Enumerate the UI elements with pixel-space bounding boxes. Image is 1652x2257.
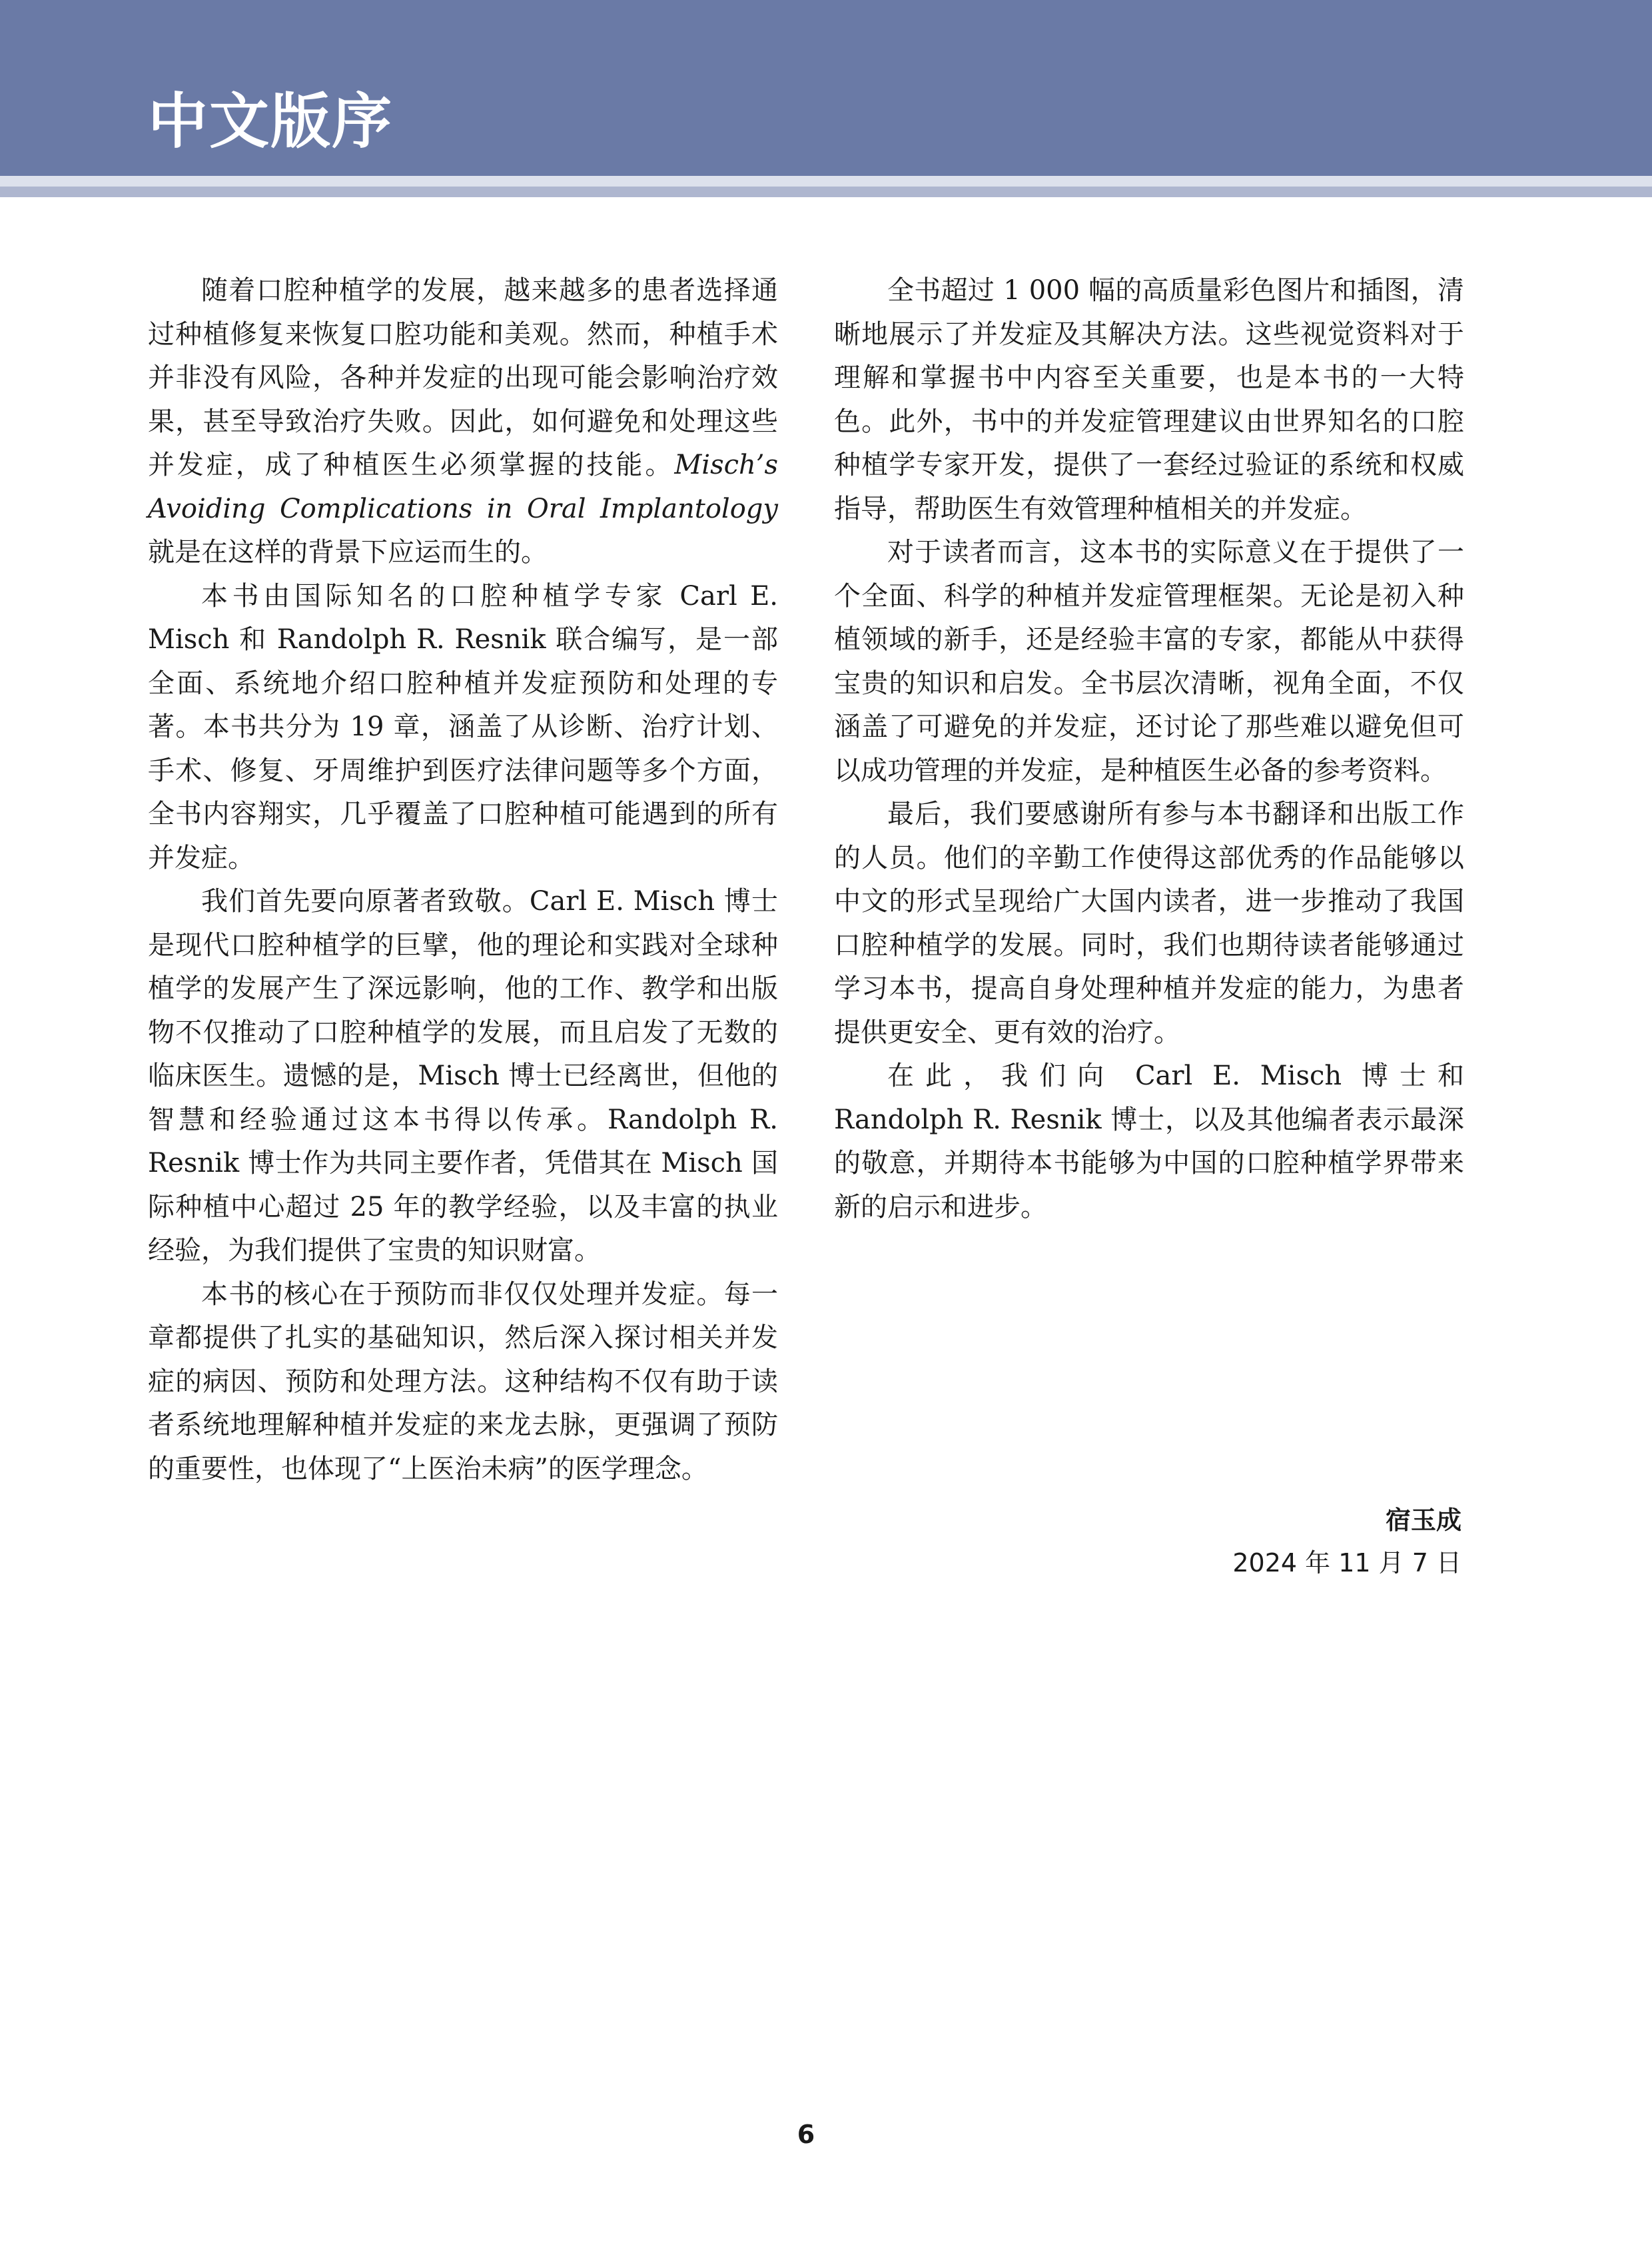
signature-block (1232, 1499, 1461, 1584)
paragraph (148, 269, 778, 575)
page-title: 中文版序 (148, 87, 393, 157)
book-title: Misch’s Avoiding Complications in Oral Implantology (148, 450, 778, 524)
paragraph: 本书由国际知名的口腔种植学专家 Carl E. Misch 和 Randolph R. Resnik 联合编写，是一部全面、系统地介绍口腔种植并发症预防和处理的专著。本书共分为 19 章，涵盖了从诊断、治疗计划、手术、修复、牙周维护到医疗法律问题等多个方面，全书内容翔实，几乎覆盖了口腔种植可能遇到的所有并发症。 (148, 580, 778, 873)
signature-date: 2024 年 11 月 7 日 (1232, 1548, 1461, 1578)
left-column (148, 269, 778, 1491)
paragraph-text: 就是在这样的背景下应运而生的。 (148, 537, 548, 568)
paragraph: 在此，我们向 Carl E. Misch 博士和 Randolph R. Resnik 博士，以及其他编者表示最深的敬意，并期待本书能够为中国的口腔种植学界带来新的启示和进步。 (834, 1061, 1464, 1222)
paragraph-text: 随着口腔种植学的发展，越来越多的患者选择通过种植修复来恢复口腔功能和美观。然而，种植手术并非没有风险，各种并发症的出现可能会影响治疗效果，甚至导致治疗失败。因此，如何避免和处理这些并发症，成了种植医生必须掌握的技能。 (148, 275, 778, 480)
author-name: 宿玉成 (1385, 1506, 1461, 1535)
paragraph: 我们首先要向原著者致敬。Carl E. Misch 博士是现代口腔种植学的巨擘，他的理论和实践对全球种植学的发展产生了深远影响，他的工作、教学和出版物不仅推动了口腔种植学的发展，而且启发了无数的临床医生。遗憾的是，Misch 博士已经离世，但他的智慧和经验通过这本书得以传承。Randolph R. Resnik 博士作为共同主要作者，凭借其在 Misch 国际种植中心超过 25 年的教学经验，以及丰富的执业经验，为我们提供了宝贵的知识财富。 (148, 886, 778, 1266)
paragraph: 最后，我们要感谢所有参与本书翻译和出版工作的人员。他们的辛勤工作使得这部优秀的作品能够以中文的形式呈现给广大国内读者，进一步推动了我国口腔种植学的发展。同时，我们也期待读者能够通过学习本书，提高自身处理种植并发症的能力，为患者提供更安全、更有效的治疗。 (834, 799, 1464, 1048)
paragraph: 本书的核心在于预防而非仅仅处理并发症。每一章都提供了扎实的基础知识，然后深入探讨相关并发症的病因、预防和处理方法。这种结构不仅有助于读者系统地理解种植并发症的来龙去脉，更强调了预防的重要性，也体现了“上医治未病”的医学理念。 (148, 1278, 778, 1484)
header-divider-dark (0, 187, 1652, 197)
paragraph: 全书超过 1 000 幅的高质量彩色图片和插图，清晰地展示了并发症及其解决方法。这些视觉资料对于理解和掌握书中内容至关重要，也是本书的一大特色。此外，书中的并发症管理建议由世界知名的口腔种植学专家开发，提供了一套经过验证的系统和权威指导，帮助医生有效管理种植相关的并发症。 (834, 275, 1464, 524)
header-divider-light (0, 176, 1652, 187)
page-number: 6 (797, 2120, 815, 2149)
right-column (834, 269, 1464, 1229)
paragraph: 对于读者而言，这本书的实际意义在于提供了一个全面、科学的种植并发症管理框架。无论是初入种植领域的新手，还是经验丰富的专家，都能从中获得宝贵的知识和启发。全书层次清晰，视角全面，不仅涵盖了可避免的并发症，还讨论了那些难以避免但可以成功管理的并发症，是种植医生必备的参考资料。 (834, 537, 1464, 786)
